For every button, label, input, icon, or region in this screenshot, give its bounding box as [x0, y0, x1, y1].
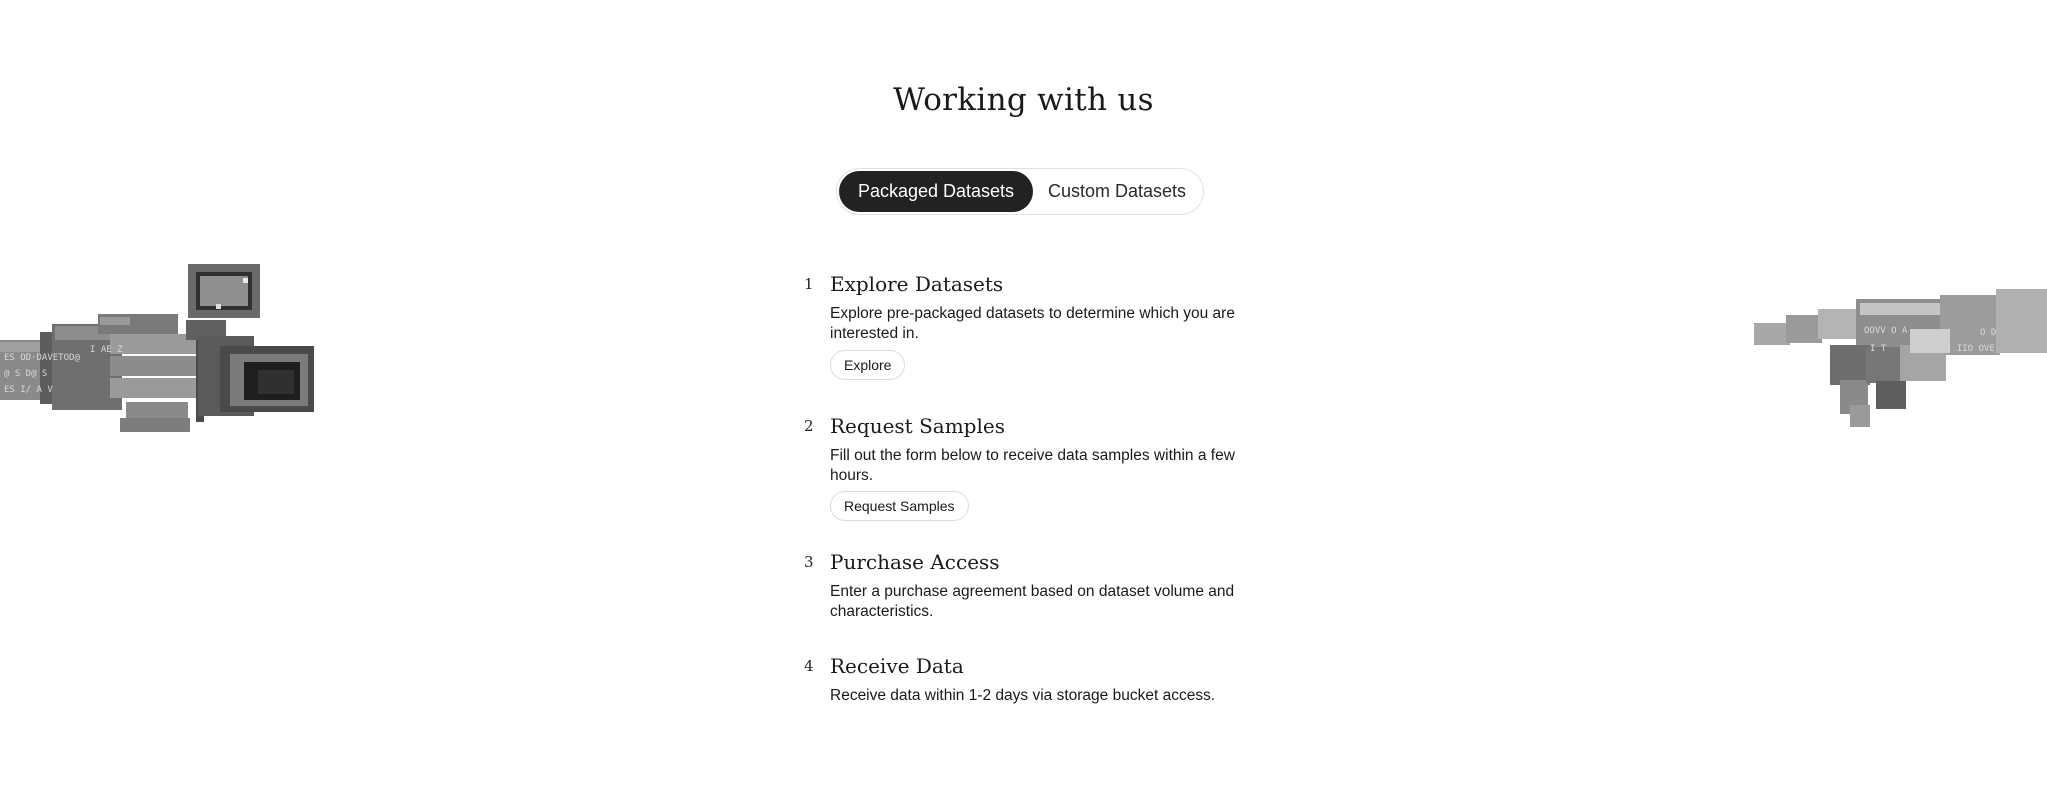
svg-text:I T: I T	[1870, 344, 1887, 354]
robot-hand-pointing-illustration	[1750, 285, 2047, 435]
section-title: Working with us	[893, 82, 1154, 118]
robot-hand-camera-illustration	[0, 262, 320, 442]
tab-custom-datasets[interactable]: Custom Datasets	[1047, 181, 1187, 201]
svg-text:ES OD·DAVETOD@: ES OD·DAVETOD@	[4, 353, 80, 363]
step-number: 3	[804, 553, 814, 571]
explore-button[interactable]: Explore	[830, 350, 905, 380]
step-description: Fill out the form below to receive data samples within a few hours.	[830, 447, 1235, 484]
step-title: Request Samples	[830, 414, 1005, 438]
svg-text:OOVV O A: OOVV O A	[1864, 326, 1908, 336]
svg-text:ES I/ A V: ES I/ A V	[4, 385, 53, 395]
tab-packaged-datasets[interactable]: Packaged Datasets	[839, 171, 1033, 212]
step-title: Purchase Access	[830, 550, 1000, 574]
step-number: 1	[804, 275, 814, 293]
svg-text:@ S D@ S: @ S D@ S	[4, 369, 48, 379]
svg-text:I AE Z: I AE Z	[90, 345, 123, 355]
step-title: Receive Data	[830, 654, 964, 678]
svg-text:I IIO OVE: I IIO OVE	[1946, 344, 1995, 354]
step-description: Enter a purchase agreement based on dataset volume and characteristics.	[830, 583, 1235, 620]
step-description: Receive data within 1-2 days via storage bucket access.	[830, 687, 1216, 704]
svg-text:O D: O D	[1980, 328, 1997, 338]
dataset-type-tabs	[836, 168, 1204, 215]
step-number: 2	[804, 417, 814, 435]
step-title: Explore Datasets	[830, 272, 1004, 296]
step-number: 4	[804, 657, 814, 675]
step-description: Explore pre-packaged datasets to determine which you are interested in.	[830, 305, 1235, 342]
request-samples-button[interactable]: Request Samples	[830, 491, 969, 521]
